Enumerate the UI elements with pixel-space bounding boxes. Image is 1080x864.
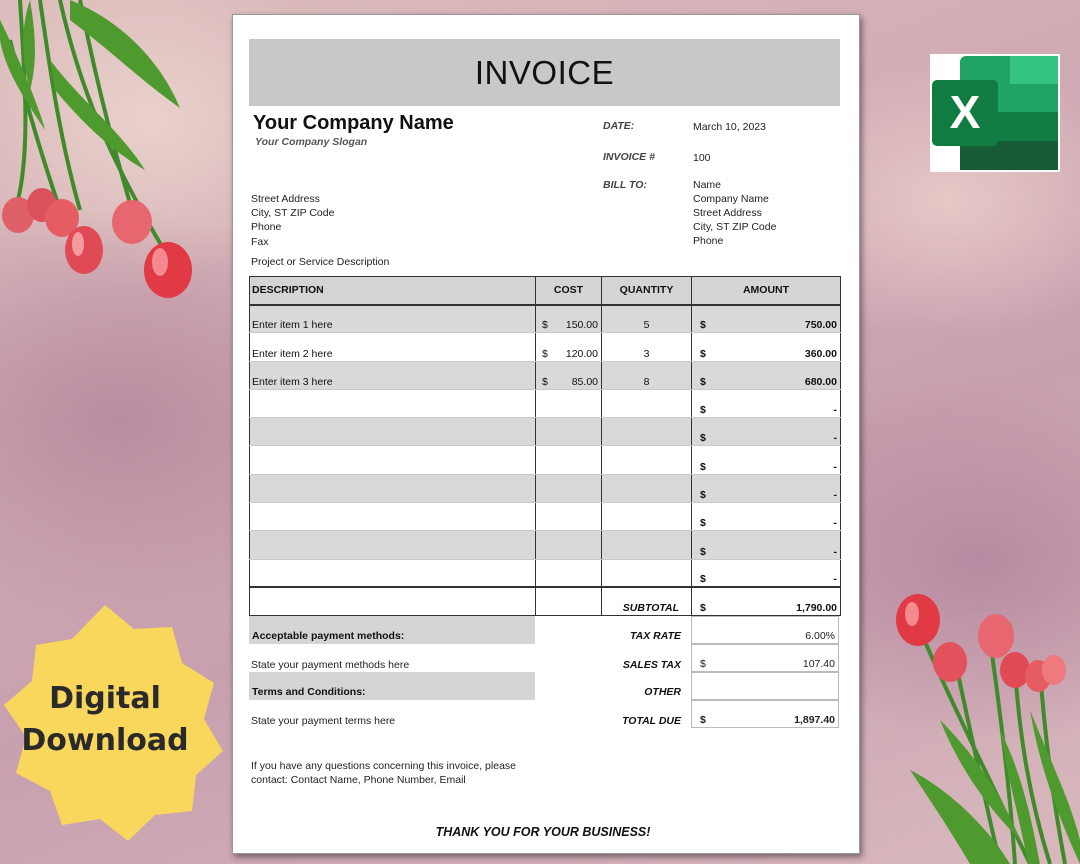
item-description[interactable] bbox=[250, 446, 536, 474]
item-quantity[interactable]: 8 bbox=[602, 361, 692, 389]
subtotal-empty-cell bbox=[250, 587, 536, 615]
item-quantity[interactable] bbox=[602, 531, 692, 559]
item-amount-cell bbox=[692, 389, 841, 417]
currency-symbol: $ bbox=[542, 375, 548, 388]
currency-symbol: $ bbox=[700, 658, 706, 670]
currency-symbol: $ bbox=[700, 432, 706, 445]
badge-line-1: Digital bbox=[49, 681, 161, 716]
terms-label: Terms and Conditions: bbox=[249, 672, 535, 700]
invoice-title: INVOICE bbox=[249, 39, 840, 106]
bill-to-phone: Phone bbox=[693, 235, 724, 247]
bill-to-city: City, ST ZIP Code bbox=[693, 221, 777, 233]
subtotal-cell[interactable] bbox=[692, 587, 841, 615]
item-amount-cell bbox=[692, 305, 841, 333]
table-row bbox=[250, 361, 841, 389]
item-amount: 680.00 bbox=[804, 375, 837, 388]
excel-letter: X bbox=[949, 86, 981, 138]
total-due-value: 1,897.40 bbox=[794, 714, 835, 726]
item-description[interactable] bbox=[250, 389, 536, 417]
item-description[interactable]: Enter item 3 here bbox=[250, 361, 536, 389]
currency-symbol: $ bbox=[700, 460, 706, 473]
other-label: OTHER bbox=[644, 686, 681, 698]
item-quantity[interactable] bbox=[602, 503, 692, 531]
item-quantity[interactable]: 5 bbox=[602, 305, 692, 333]
item-cost-cell[interactable] bbox=[536, 503, 602, 531]
item-cost-cell[interactable] bbox=[536, 474, 602, 502]
column-header-description: DESCRIPTION bbox=[250, 277, 536, 305]
company-fax: Fax bbox=[251, 235, 269, 248]
currency-symbol: $ bbox=[542, 347, 548, 360]
date-label: DATE: bbox=[603, 120, 635, 132]
other-cell[interactable] bbox=[691, 672, 839, 700]
item-cost-cell[interactable] bbox=[536, 446, 602, 474]
subtotal-empty-cell bbox=[536, 587, 602, 615]
item-quantity[interactable] bbox=[602, 418, 692, 446]
item-description[interactable] bbox=[250, 474, 536, 502]
item-cost-cell[interactable] bbox=[536, 389, 602, 417]
bill-to-block bbox=[693, 178, 776, 248]
sales-tax-label: SALES TAX bbox=[622, 659, 681, 671]
table-row bbox=[250, 531, 841, 559]
date-value: March 10, 2023 bbox=[693, 121, 766, 133]
invoice-number-value: 100 bbox=[693, 152, 711, 164]
item-amount: - bbox=[833, 573, 837, 586]
item-quantity[interactable]: 3 bbox=[602, 333, 692, 361]
currency-symbol: $ bbox=[700, 573, 706, 586]
company-street: Street Address bbox=[251, 193, 320, 205]
item-amount: - bbox=[833, 460, 837, 473]
currency-symbol: $ bbox=[700, 517, 706, 530]
project-description: Project or Service Description bbox=[251, 256, 390, 268]
item-quantity[interactable] bbox=[602, 474, 692, 502]
item-cost-cell[interactable] bbox=[536, 361, 602, 389]
item-cost-cell[interactable] bbox=[536, 305, 602, 333]
company-slogan: Your Company Slogan bbox=[255, 136, 368, 148]
currency-symbol: $ bbox=[700, 347, 706, 360]
item-amount: - bbox=[833, 517, 837, 530]
currency-symbol: $ bbox=[700, 404, 706, 417]
item-cost-cell[interactable] bbox=[536, 418, 602, 446]
currency-symbol: $ bbox=[700, 602, 706, 615]
item-cost-cell[interactable] bbox=[536, 333, 602, 361]
item-amount-cell bbox=[692, 446, 841, 474]
subtotal-label: SUBTOTAL bbox=[602, 587, 692, 615]
table-row bbox=[250, 389, 841, 417]
currency-symbol: $ bbox=[700, 319, 706, 332]
table-row bbox=[250, 305, 841, 333]
column-header-cost: COST bbox=[536, 277, 602, 305]
table-row bbox=[250, 474, 841, 502]
table-row bbox=[250, 333, 841, 361]
payment-methods-label: Acceptable payment methods: bbox=[249, 616, 535, 644]
thank-you-message: THANK YOU FOR YOUR BUSINESS! bbox=[435, 825, 651, 839]
item-cost: 150.00 bbox=[565, 319, 598, 332]
table-row bbox=[250, 503, 841, 531]
item-description[interactable] bbox=[250, 418, 536, 446]
sales-tax-cell[interactable] bbox=[691, 644, 839, 672]
item-amount-cell bbox=[692, 474, 841, 502]
item-amount-cell bbox=[692, 361, 841, 389]
item-cost-cell[interactable] bbox=[536, 531, 602, 559]
item-amount-cell bbox=[692, 503, 841, 531]
company-address bbox=[251, 192, 334, 249]
subtotal-row bbox=[250, 587, 841, 615]
item-amount-cell bbox=[692, 531, 841, 559]
item-quantity[interactable] bbox=[602, 389, 692, 417]
company-city: City, ST ZIP Code bbox=[251, 207, 335, 220]
item-amount: 360.00 bbox=[804, 347, 837, 360]
company-name: Your Company Name bbox=[253, 112, 454, 134]
currency-symbol: $ bbox=[700, 489, 706, 502]
bill-to-label: BILL TO: bbox=[603, 179, 647, 191]
tax-rate-cell[interactable] bbox=[691, 616, 839, 644]
tulip-decoration-top-left bbox=[0, 0, 210, 310]
table-row bbox=[250, 418, 841, 446]
item-description[interactable] bbox=[250, 503, 536, 531]
company-phone: Phone bbox=[251, 221, 282, 234]
item-quantity[interactable] bbox=[602, 446, 692, 474]
excel-logo bbox=[930, 54, 1060, 172]
currency-symbol: $ bbox=[700, 545, 706, 558]
item-quantity[interactable] bbox=[602, 559, 692, 587]
column-header-quantity: QUANTITY bbox=[602, 277, 692, 305]
total-due-label: TOTAL DUE bbox=[622, 715, 681, 727]
currency-symbol: $ bbox=[700, 714, 706, 726]
bill-to-name: Name bbox=[693, 179, 722, 191]
tax-rate-value: 6.00% bbox=[805, 630, 835, 642]
currency-symbol: $ bbox=[700, 375, 706, 388]
tulip-decoration-bottom-right bbox=[880, 590, 1080, 864]
item-amount: - bbox=[833, 545, 837, 558]
item-cost: 85.00 bbox=[571, 375, 598, 388]
payment-methods-text[interactable]: State your payment methods here bbox=[251, 659, 410, 671]
item-amount-cell bbox=[692, 333, 841, 361]
line-items-body bbox=[250, 305, 841, 588]
digital-download-label bbox=[0, 678, 210, 762]
item-amount: 750.00 bbox=[804, 319, 837, 332]
item-cost-cell[interactable] bbox=[536, 559, 602, 587]
item-amount: - bbox=[833, 432, 837, 445]
bill-to-street: Street Address bbox=[693, 207, 762, 219]
item-amount: - bbox=[833, 404, 837, 417]
terms-text[interactable]: State your payment terms here bbox=[251, 715, 396, 727]
item-cost: 120.00 bbox=[565, 347, 598, 360]
item-description[interactable] bbox=[250, 531, 536, 559]
badge-line-2: Download bbox=[21, 723, 189, 758]
item-description[interactable]: Enter item 1 here bbox=[250, 305, 536, 333]
table-row bbox=[250, 559, 841, 587]
item-description[interactable]: Enter item 2 here bbox=[250, 333, 536, 361]
sales-tax-value: 107.40 bbox=[802, 658, 835, 670]
invoice-number-label: INVOICE # bbox=[603, 151, 655, 163]
column-header-amount: AMOUNT bbox=[692, 277, 841, 305]
item-amount: - bbox=[833, 489, 837, 502]
line-items-table bbox=[249, 276, 841, 616]
item-amount-cell bbox=[692, 418, 841, 446]
item-description[interactable] bbox=[250, 559, 536, 587]
total-due-cell[interactable] bbox=[691, 700, 839, 728]
subtotal-value: 1,790.00 bbox=[796, 602, 837, 615]
bill-to-company: Company Name bbox=[693, 193, 769, 205]
invoice-page bbox=[232, 14, 860, 854]
tax-rate-label: TAX RATE bbox=[630, 630, 681, 642]
contact-note: If you have any questions concerning this invoice, please contact: Contact Name, Phone Number, Email bbox=[251, 760, 516, 786]
currency-symbol: $ bbox=[542, 319, 548, 332]
item-amount-cell bbox=[692, 559, 841, 587]
table-row bbox=[250, 446, 841, 474]
